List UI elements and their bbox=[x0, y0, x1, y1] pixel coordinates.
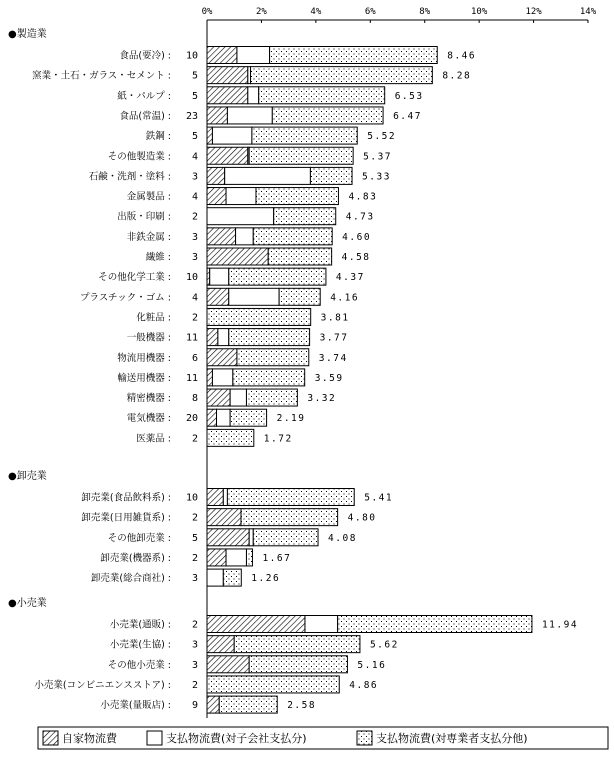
bar-segment bbox=[272, 107, 383, 124]
sample-count: 20 bbox=[185, 413, 198, 425]
bar-segment bbox=[310, 167, 352, 184]
category-label: 金属製品 : bbox=[126, 191, 171, 203]
sample-count: 3 bbox=[191, 252, 198, 263]
x-tick-label: 14% bbox=[579, 7, 597, 17]
bar-segment bbox=[225, 167, 311, 184]
category-label: 輸送用機器 : bbox=[117, 372, 171, 384]
category-label: 卸売業(総合商社) : bbox=[90, 573, 171, 585]
bar-segment bbox=[234, 636, 360, 653]
section-title: ●小売業 bbox=[8, 598, 47, 609]
total-label: 4.08 bbox=[328, 532, 357, 544]
legend-label: 支払物流費(対子会社支払分) bbox=[166, 732, 307, 745]
bar-segment bbox=[207, 208, 274, 225]
category-label: その他製造業 : bbox=[107, 151, 171, 163]
bar-segment bbox=[248, 87, 259, 104]
bar-segment bbox=[207, 349, 237, 366]
bar-row bbox=[100, 696, 316, 713]
bar-row bbox=[117, 369, 343, 386]
bar-segment bbox=[229, 288, 279, 305]
total-label: 6.53 bbox=[394, 90, 424, 102]
bar-segment bbox=[223, 489, 227, 506]
chart-rows bbox=[8, 27, 578, 713]
sample-count: 3 bbox=[191, 573, 198, 585]
total-label: 5.33 bbox=[362, 171, 391, 183]
total-label: 5.16 bbox=[357, 659, 387, 671]
sample-count: 2 bbox=[191, 619, 198, 631]
category-label: 小売業(通販) : bbox=[109, 619, 171, 631]
bar-segment bbox=[207, 569, 223, 586]
total-label: 5.52 bbox=[367, 131, 397, 143]
bar-segment bbox=[207, 248, 268, 265]
x-tick-label: 8% bbox=[419, 7, 431, 17]
category-label: その他化学工業 : bbox=[98, 272, 171, 284]
x-tick-label: 10% bbox=[471, 7, 488, 17]
total-label: 4.80 bbox=[347, 512, 377, 524]
bar-row bbox=[108, 529, 357, 546]
bar-segment bbox=[229, 268, 326, 285]
category-label: 非鉄金属 : bbox=[126, 231, 171, 243]
legend-swatch bbox=[147, 731, 162, 745]
bar-row bbox=[117, 349, 347, 366]
bar-segment bbox=[227, 489, 354, 506]
total-label: 4.73 bbox=[345, 211, 375, 223]
legend-label: 自家物流費 bbox=[62, 732, 117, 745]
sample-count: 3 bbox=[191, 639, 198, 651]
category-label: 卸売業(食品飲料系) : bbox=[81, 492, 171, 504]
total-label: 2.58 bbox=[287, 700, 317, 712]
bar-row bbox=[108, 147, 392, 164]
bar-row bbox=[34, 676, 378, 693]
category-label: 紙・パルプ : bbox=[117, 90, 171, 102]
total-label: 3.74 bbox=[318, 352, 348, 364]
bar-segment bbox=[305, 616, 338, 633]
bar-segment bbox=[256, 188, 338, 205]
category-label: 精密機器 : bbox=[126, 393, 171, 405]
bar-segment bbox=[237, 349, 309, 366]
category-label: 鉄鋼 : bbox=[145, 131, 171, 143]
bar-segment bbox=[249, 529, 253, 546]
total-label: 4.83 bbox=[348, 191, 378, 203]
bar-segment bbox=[217, 409, 231, 426]
bar-segment bbox=[229, 329, 310, 346]
bar-segment bbox=[207, 529, 249, 546]
legend-label: 支払物流費(対専業者支払分他) bbox=[376, 732, 528, 745]
category-label: 窯業・土石・ガラス・セメント : bbox=[32, 70, 171, 82]
bar-segment bbox=[207, 228, 236, 245]
total-label: 4.58 bbox=[341, 252, 371, 263]
bar-segment bbox=[207, 429, 254, 446]
category-label: 化粧品 : bbox=[136, 312, 171, 324]
bar-row bbox=[136, 308, 349, 325]
sample-count: 2 bbox=[191, 552, 198, 564]
category-label: 小売業(生協) : bbox=[109, 639, 171, 651]
total-label: 2.19 bbox=[276, 413, 306, 425]
bar-segment bbox=[207, 489, 223, 506]
sample-count: 5 bbox=[191, 532, 198, 544]
category-label: 石鹸・洗剤・塗料 : bbox=[88, 171, 171, 183]
bar-segment bbox=[207, 288, 229, 305]
x-tick-label: 2% bbox=[256, 7, 267, 17]
bar-row bbox=[146, 248, 371, 265]
total-label: 1.67 bbox=[262, 552, 292, 564]
bar-segment bbox=[253, 228, 332, 245]
bar-segment bbox=[236, 228, 254, 245]
bar-segment bbox=[252, 127, 357, 144]
sample-count: 2 bbox=[191, 433, 198, 445]
sample-count: 6 bbox=[191, 352, 198, 364]
sample-count: 11 bbox=[185, 372, 198, 384]
category-label: その他小売業 : bbox=[107, 659, 171, 671]
sample-count: 23 bbox=[185, 110, 198, 122]
total-label: 6.47 bbox=[393, 110, 422, 122]
sample-count: 8 bbox=[191, 393, 198, 405]
category-label: プラスチック・ゴム : bbox=[80, 292, 171, 304]
bar-segment bbox=[237, 47, 270, 64]
total-label: 1.72 bbox=[263, 433, 293, 445]
sample-count: 3 bbox=[191, 231, 198, 243]
bar-segment bbox=[219, 696, 277, 713]
sample-count: 10 bbox=[185, 492, 198, 504]
x-tick-label: 12% bbox=[525, 7, 542, 17]
bar-segment bbox=[207, 329, 218, 346]
bar-segment bbox=[268, 248, 331, 265]
category-label: その他卸売業 : bbox=[107, 532, 171, 544]
sample-count: 9 bbox=[191, 700, 198, 712]
bar-segment bbox=[274, 208, 336, 225]
bar-segment bbox=[279, 288, 320, 305]
sample-count: 2 bbox=[191, 512, 198, 524]
bar-row bbox=[117, 208, 374, 225]
bar-segment bbox=[226, 188, 256, 205]
bar-segment bbox=[223, 569, 241, 586]
category-label: 卸売業(機器系) : bbox=[100, 552, 171, 564]
legend bbox=[38, 727, 608, 749]
bar-row bbox=[98, 268, 365, 285]
total-label: 8.28 bbox=[442, 70, 472, 82]
bar-row bbox=[32, 67, 471, 84]
bar-segment bbox=[207, 509, 241, 526]
sample-count: 2 bbox=[191, 679, 198, 691]
bar-segment bbox=[212, 369, 232, 386]
bar-segment bbox=[270, 47, 438, 64]
total-label: 3.81 bbox=[320, 312, 350, 324]
bar-row bbox=[127, 409, 306, 426]
bar-segment bbox=[241, 509, 338, 526]
bar-row bbox=[127, 389, 336, 406]
bar-segment bbox=[338, 616, 532, 633]
sample-count: 3 bbox=[191, 171, 198, 183]
x-tick-label: 4% bbox=[310, 7, 322, 17]
bar-segment bbox=[207, 369, 212, 386]
total-label: 4.37 bbox=[335, 272, 365, 284]
bar-segment bbox=[207, 696, 219, 713]
bar-row bbox=[81, 489, 393, 506]
bar-segment bbox=[207, 636, 234, 653]
sample-count: 10 bbox=[185, 50, 198, 62]
bar-row bbox=[110, 616, 578, 633]
bar-row bbox=[127, 329, 349, 346]
category-label: 物流用機器 : bbox=[117, 352, 171, 364]
x-tick-label: 0% bbox=[201, 7, 213, 17]
bar-segment bbox=[207, 107, 227, 124]
category-label: 繊維 : bbox=[145, 252, 171, 263]
sample-count: 4 bbox=[191, 292, 198, 304]
bar-segment bbox=[207, 147, 248, 164]
bar-segment bbox=[207, 656, 249, 673]
bar-segment bbox=[227, 107, 272, 124]
bar-segment bbox=[230, 389, 246, 406]
bar-row bbox=[127, 188, 378, 205]
bar-row bbox=[89, 167, 391, 184]
bar-segment bbox=[207, 47, 237, 64]
total-label: 3.77 bbox=[319, 332, 349, 344]
x-tick-label: 6% bbox=[364, 7, 376, 17]
section-title: ●製造業 bbox=[8, 29, 47, 40]
sample-count: 4 bbox=[191, 151, 198, 163]
sample-count: 5 bbox=[191, 90, 198, 102]
bar-segment bbox=[253, 529, 318, 546]
category-label: 食品(要冷) : bbox=[119, 50, 171, 62]
sample-count: 10 bbox=[185, 272, 198, 284]
total-label: 4.16 bbox=[330, 292, 360, 304]
category-label: 医薬品 : bbox=[136, 433, 171, 445]
bar-row bbox=[100, 549, 291, 566]
total-label: 1.26 bbox=[251, 573, 281, 585]
legend-swatch bbox=[43, 731, 58, 745]
bar-segment bbox=[210, 268, 229, 285]
bar-segment bbox=[207, 389, 230, 406]
bar-segment bbox=[212, 127, 251, 144]
sample-count: 5 bbox=[191, 131, 198, 143]
bar-segment bbox=[207, 87, 248, 104]
category-label: 小売業(コンビニエンスストア) : bbox=[34, 679, 171, 691]
bar-segment bbox=[251, 67, 433, 84]
bar-row bbox=[80, 288, 359, 305]
category-label: 一般機器 : bbox=[126, 332, 171, 344]
total-label: 3.32 bbox=[307, 393, 337, 405]
bar-segment bbox=[218, 329, 229, 346]
category-label: 小売業(量販店) : bbox=[100, 700, 171, 712]
bar-segment bbox=[246, 389, 297, 406]
bar-segment bbox=[207, 188, 226, 205]
category-label: 食品(常温) : bbox=[119, 110, 171, 122]
bar-segment bbox=[233, 369, 305, 386]
sample-count: 3 bbox=[191, 659, 198, 671]
bar-row bbox=[117, 87, 423, 104]
bar-segment bbox=[207, 127, 212, 144]
bar-segment bbox=[249, 147, 353, 164]
bar-segment bbox=[259, 87, 385, 104]
bar-segment bbox=[207, 409, 217, 426]
sample-count: 2 bbox=[191, 211, 198, 223]
sample-count: 2 bbox=[191, 312, 198, 324]
bar-row bbox=[119, 47, 476, 64]
section-title: ●卸売業 bbox=[8, 471, 47, 482]
sample-count: 5 bbox=[191, 70, 198, 82]
total-label: 5.62 bbox=[369, 639, 399, 651]
bar-segment bbox=[207, 676, 339, 693]
bar-segment bbox=[226, 549, 246, 566]
total-label: 11.94 bbox=[541, 619, 579, 631]
total-label: 4.60 bbox=[342, 231, 372, 243]
bar-segment bbox=[207, 616, 305, 633]
sample-count: 11 bbox=[185, 332, 198, 344]
bar-segment bbox=[207, 549, 226, 566]
bar-segment bbox=[230, 409, 266, 426]
bar-row bbox=[108, 656, 387, 673]
bar-row bbox=[136, 429, 292, 446]
sample-count: 4 bbox=[191, 191, 198, 203]
category-label: 電気機器 : bbox=[126, 413, 171, 425]
bar-segment bbox=[207, 308, 311, 325]
total-label: 4.86 bbox=[349, 679, 379, 691]
bar-row bbox=[91, 569, 280, 586]
total-label: 5.41 bbox=[364, 492, 394, 504]
bar-segment bbox=[207, 167, 225, 184]
category-label: 出版・印刷 : bbox=[117, 211, 171, 223]
bar-row bbox=[127, 228, 371, 245]
total-label: 5.37 bbox=[363, 151, 393, 163]
total-label: 3.59 bbox=[314, 372, 344, 384]
bar-segment bbox=[246, 549, 252, 566]
bar-row bbox=[119, 107, 422, 124]
legend-swatch bbox=[357, 731, 372, 745]
bar-row bbox=[146, 127, 396, 144]
bar-segment bbox=[207, 67, 248, 84]
category-label: 卸売業(日用雑貨系) : bbox=[81, 512, 171, 524]
total-label: 8.46 bbox=[447, 50, 477, 62]
bar-row bbox=[81, 509, 376, 526]
bar-segment bbox=[249, 656, 347, 673]
bar-row bbox=[110, 636, 399, 653]
